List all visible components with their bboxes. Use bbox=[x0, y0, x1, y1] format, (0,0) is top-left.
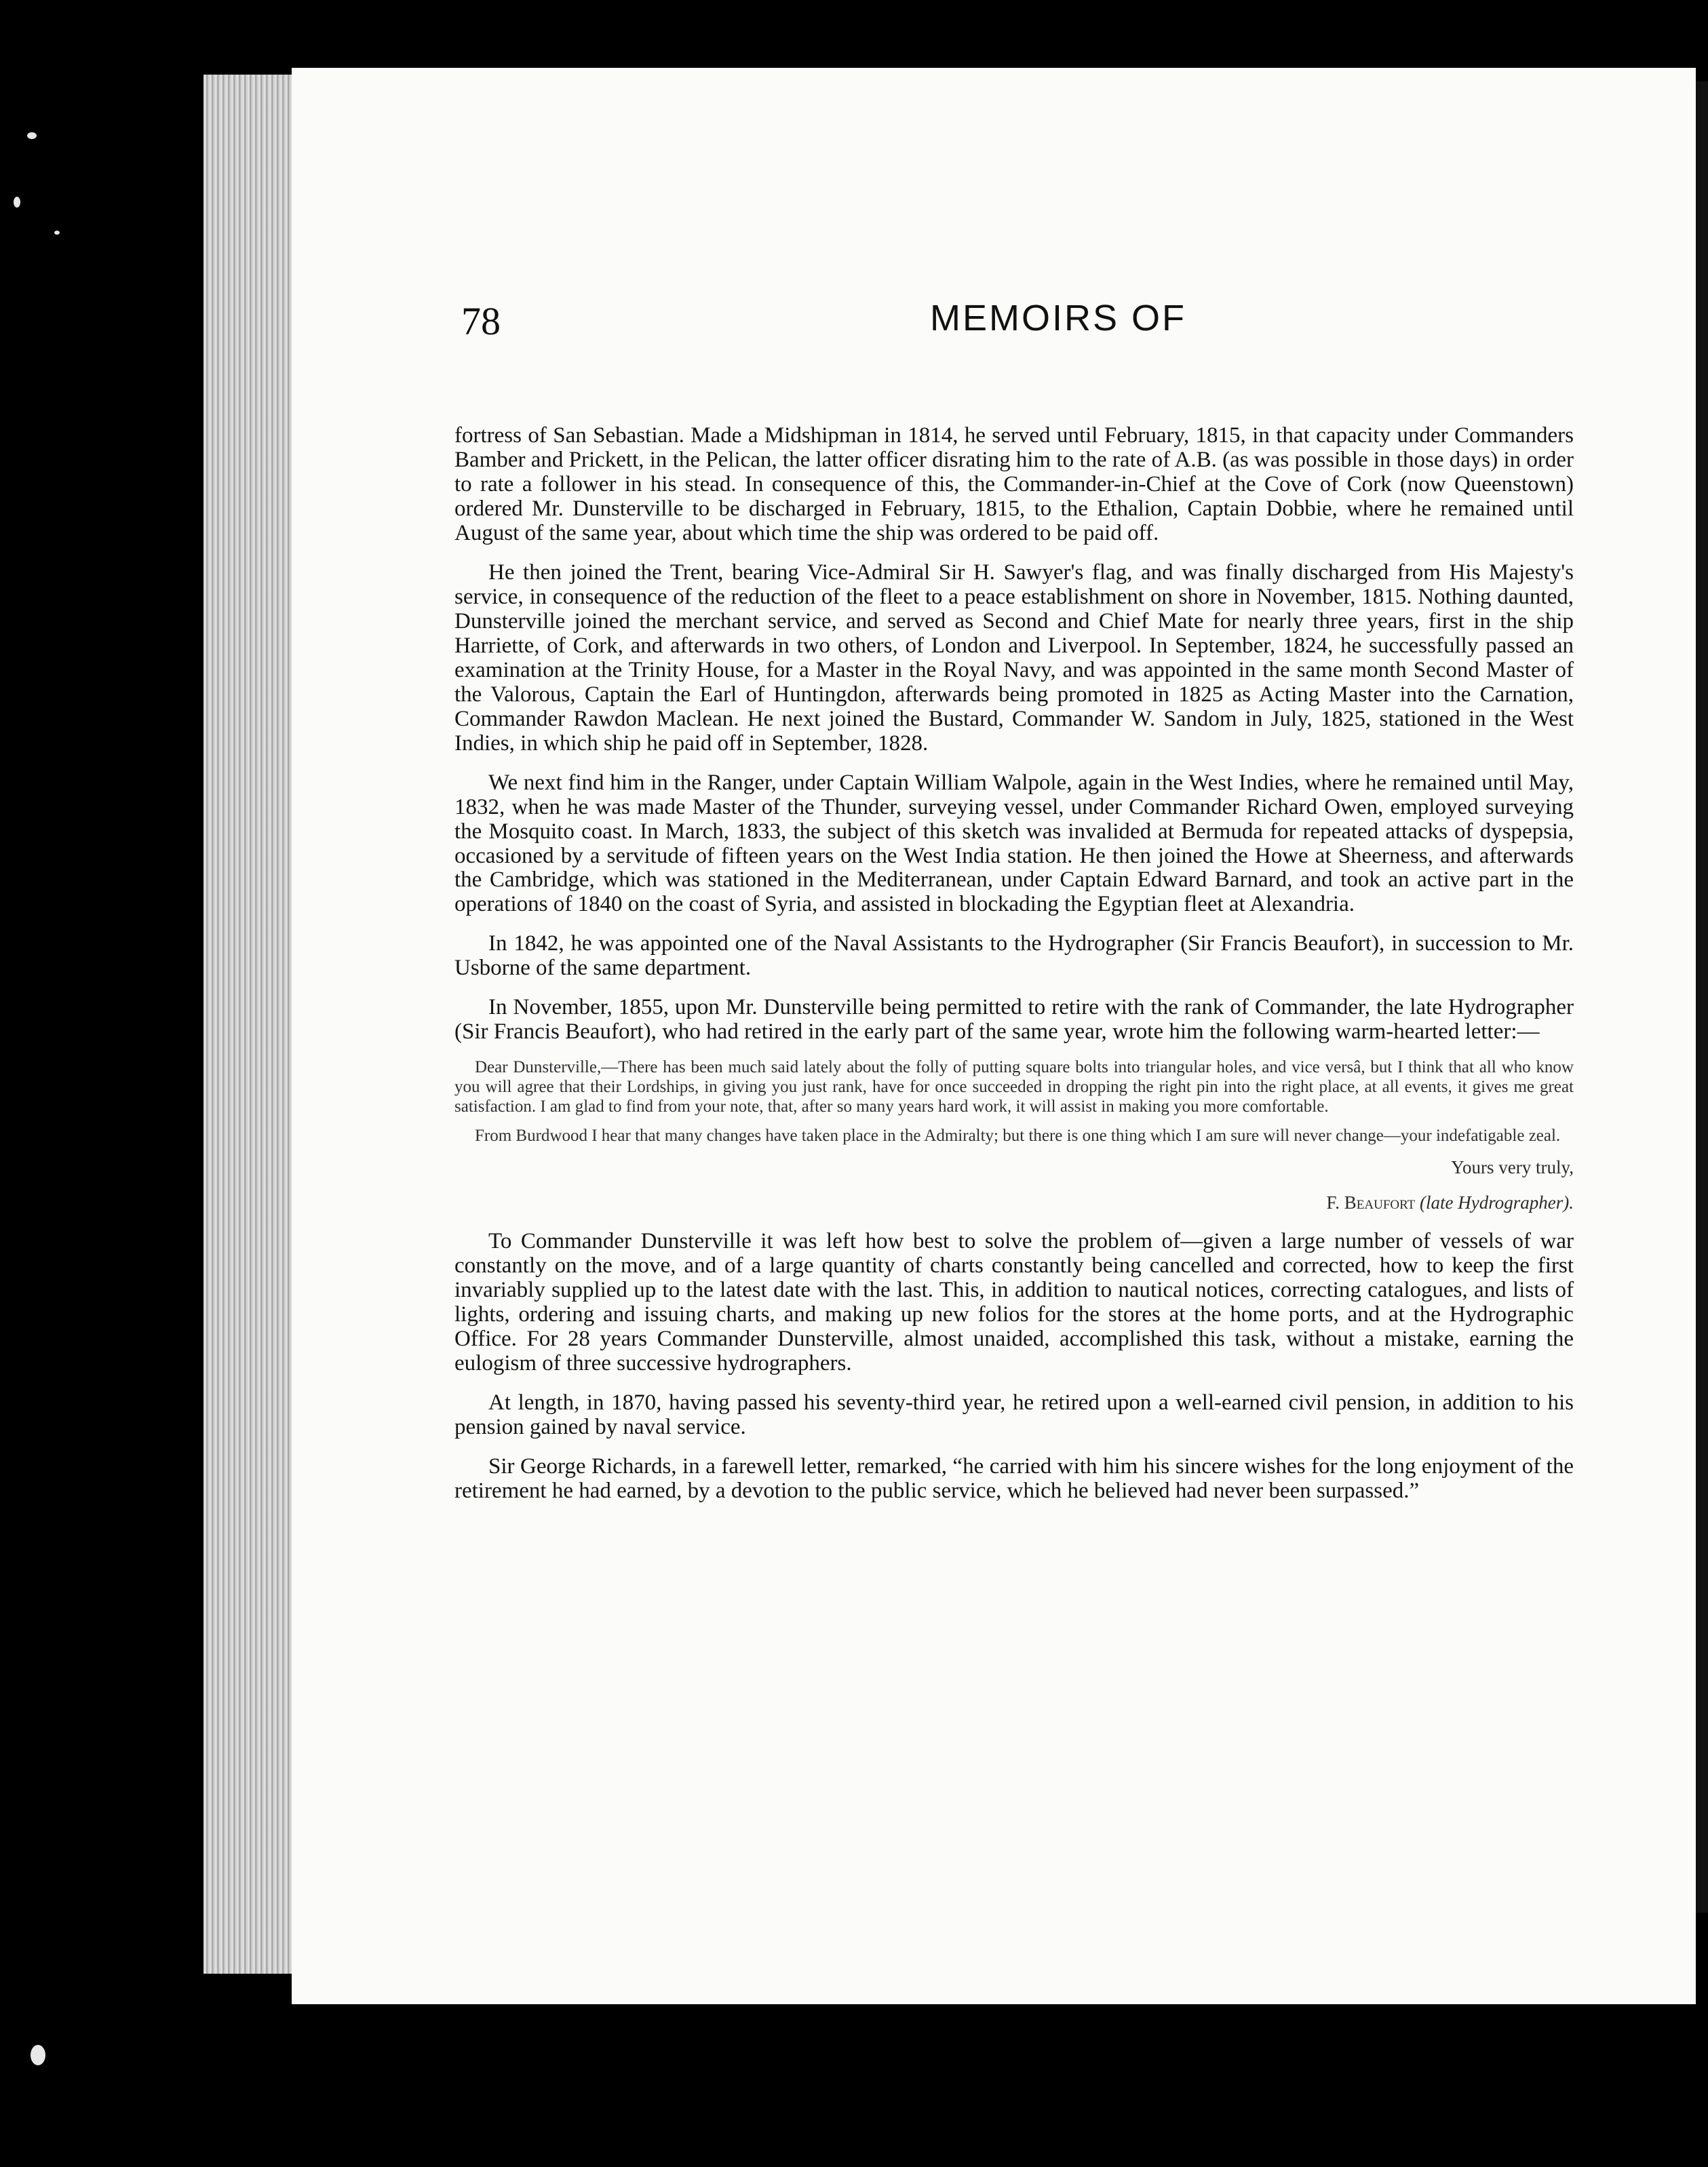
scan-speck bbox=[31, 2045, 45, 2065]
book-page bbox=[292, 68, 1696, 2004]
scan-speck bbox=[54, 231, 60, 235]
signature-name: F. Beaufort bbox=[1326, 1192, 1416, 1213]
paragraph-4: In 1842, he was appointed one of the Naval Assistants to the Hydrographer (Sir Francis Beaufort), in succession to Mr. Usborne of the same department. bbox=[454, 931, 1574, 981]
paragraph-7: At length, in 1870, having passed his seventy-third year, he retired upon a well-earned civil pension, in addition to his pension gained by naval service. bbox=[454, 1390, 1574, 1439]
letter-paragraph-2: From Burdwood I hear that many changes have taken place in the Admiralty; but there is one thing which I am sure will never change—your indefatigable zeal. bbox=[475, 1126, 1561, 1145]
quoted-letter bbox=[454, 1058, 1574, 1216]
paragraph-3: We next find him in the Ranger, under Captain William Walpole, again in the West Indies, where he remained until May, 1832, when he was made Master of the Thunder, surveying vessel, under Commander Richard Owen, employed surveying the Mosquito coast. In March, 1833, the subject of this sketch was invalided at Bermuda for repeated attacks of dyspepsia, occasioned by a servitude of fifteen years on the West India station. He then joined the Howe at Sheerness, and afterwards the Cambridge, which was stationed in the Mediterranean, under Captain Edward Barnard, and took an active part in the operations of 1840 on the coast of Syria, and assisted in blockading the Egyptian fleet at Alexandria. bbox=[454, 770, 1574, 917]
letter-paragraph-1: Dear Dunsterville,—There has been much said lately about the folly of putting square bolts into triangular holes, and vice versâ, but I think that all who know you will agree that their Lordships, in giving you just rank, have for once succeeded in dropping the right pin into the right place, at all events, it gives me great satisfaction. I am glad to find from your note, that, after so many years hard work, it will assist in making you more comfortable. bbox=[454, 1058, 1574, 1116]
letter-signature bbox=[454, 1190, 1574, 1216]
letter-closing: Yours very truly, bbox=[1451, 1157, 1574, 1178]
scan-speck bbox=[14, 197, 20, 208]
paragraph-8: Sir George Richards, in a farewell letter, remarked, “he carried with him his sincere wishes for the long enjoyment of the retirement he had earned, by a devotion to the public service, which he believed had never been surpassed.” bbox=[454, 1453, 1574, 1503]
page-number: 78 bbox=[461, 299, 501, 343]
scan-speck bbox=[27, 132, 37, 139]
paragraph-5: In November, 1855, upon Mr. Dunsterville being permitted to retire with the rank of Commander, the late Hydrographer (Sir Francis Beaufort), who had retired in the early part of the same year, wrote him the following warm-hearted letter:— bbox=[454, 995, 1574, 1045]
running-head: MEMOIRS OF bbox=[930, 298, 1186, 338]
body-text bbox=[454, 424, 1574, 1504]
paragraph-2: He then joined the Trent, bearing Vice-Admiral Sir H. Sawyer's flag, and was finally discharged from His Majesty's service, in consequence of the reduction of the fleet to a peace establishment on shore in November, 1815. Nothing daunted, Dunsterville joined the merchant service, and served as Second and Chief Mate for nearly three years, first in the ship Harriette, of Cork, and afterwards in two others, of London and Liverpool. In September, 1824, he successfully passed an examination at the Trinity House, for a Master in the Royal Navy, and was appointed in the same month Second Master of the Valorous, Captain the Earl of Huntingdon, afterwards being promoted in 1825 as Acting Master into the Carnation, Commander Rawdon Maclean. He next joined the Bustard, Commander W. Sandom in July, 1825, stationed in the West Indies, in which ship he paid off in September, 1828. bbox=[454, 560, 1574, 756]
book-page-edges bbox=[203, 75, 292, 1974]
page-header bbox=[461, 292, 1655, 359]
signature-note: (late Hydrographer). bbox=[1420, 1192, 1574, 1213]
paragraph-6: To Commander Dunsterville it was left how best to solve the problem of—given a large number of vessels of war constantly on the move, and of a large quantity of charts constantly being cancelled and corrected, how to keep the first invariably supplied up to the latest date with the last. This, in addition to nautical notices, correcting catalogues, and lists of lights, ordering and issuing charts, and making up new folios for the stores at the home ports, and at the Hydrographic Office. For 28 years Commander Dunsterville, almost unaided, accomplished this task, without a mistake, earning the eulogism of three successive hydrographers. bbox=[454, 1228, 1574, 1375]
paragraph-1: fortress of San Sebastian. Made a Midshipman in 1814, he served until February, 1815, in that capacity under Commanders Bamber and Prickett, in the Pelican, the latter officer disrating him to the rate of A.B. (as was possible in those days) in order to rate a follower in his stead. In consequence of this, the Commander-in-Chief at the Cove of Cork (now Queenstown) ordered Mr. Dunsterville to be discharged in February, 1815, to the Ethalion, Captain Dobbie, where he remained until August of the same year, about which time the ship was ordered to be paid off. bbox=[454, 423, 1574, 545]
scan-specks bbox=[0, 0, 203, 2167]
